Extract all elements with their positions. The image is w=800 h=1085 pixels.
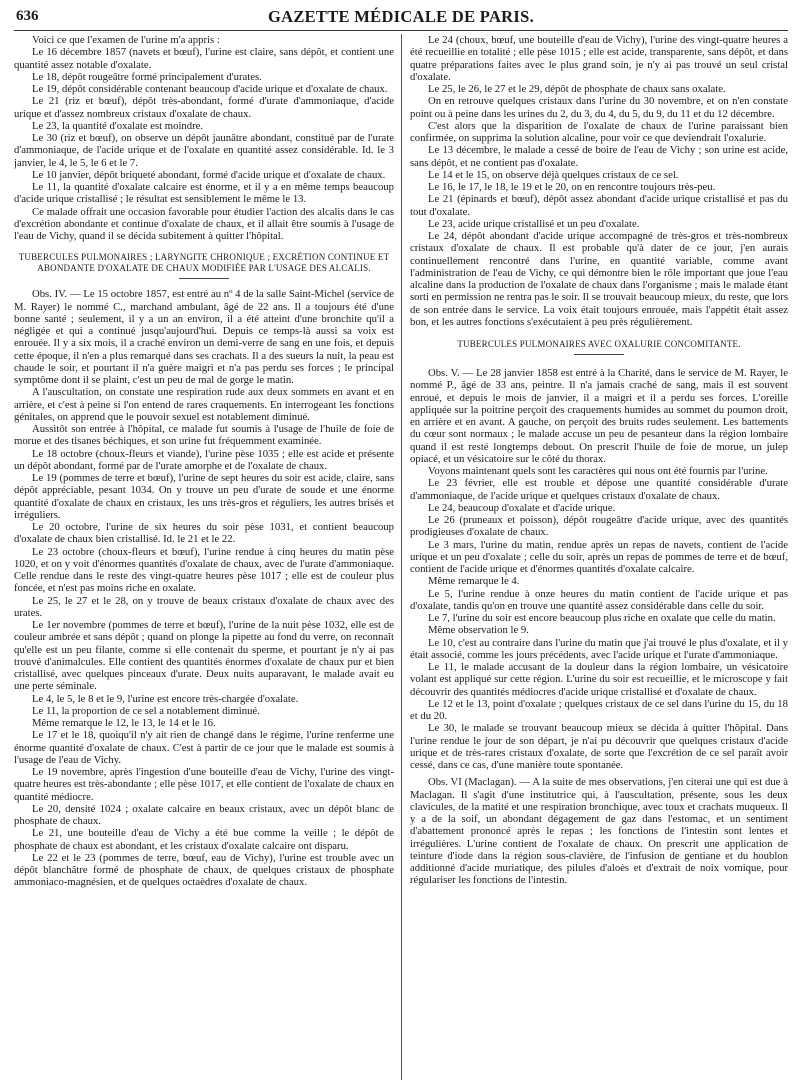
- paragraph: On en retrouve quelques cristaux dans l'urine du 30 novembre, et on n'en constate point ou à peine dans les urines du 2, du 3, du 4, du 5, du 9, du 11 et du 12 décembre.: [410, 95, 788, 120]
- heading-rule: [179, 278, 229, 279]
- paragraph: Même remarque le 4.: [428, 575, 520, 588]
- heading-rule: [574, 354, 624, 355]
- paragraph: Le 24, dépôt abondant d'acide urique accompagné de très-gros et très-nombreux cristaux d'oxalate de chaux. Il est probable qu'à dater de ce jour, j'en aurais continuellement rencontré dans l'urine, en quantité variable, comme avant l'administration de l'eau de Vichy, ce qui démontre bien le rôle important que joue l'eau alcaline dans la production de l'oxalate de chaux dans l'organisme ; mais le malade étant sorti en permission ne rentra pas le soir. Il se trouvait beaucoup mieux, du reste, que lors de son entrée dans le service. La voix était toujours enrouée, mais l'appétit était assez bon, et les autres fonctions s'exécutaient à peu près régulièrement.: [410, 230, 788, 328]
- paragraph: Obs. V. — Le 28 janvier 1858 est entré à la Charité, dans le service de M. Rayer, le nommé P., âgé de 33 ans, peintre. Il n'a jamais craché de sang, mais il est souvent enroué, et depuis le mois de janvier, il a maigri et il a perdu ses forces. L'oreille appliquée sur la poitrine perçoit des craquements humides au sommet du poumon droit, en arrière et en avant. A gauche, on perçoit des bruits rudes seulement. Les battements du cœur sont normaux ; le malade accuse un peu de pesanteur dans la région lombaire quand il est resté longtemps debout. On prescrit l'huile de foie de morue, un julep opiacé, et un vésicatoire sur le côté du thorax.: [410, 367, 788, 465]
- page-header: [14, 6, 788, 31]
- paragraph: Le 19 novembre, après l'ingestion d'une bouteille d'eau de Vichy, l'urine des vingt-quatre heures est très-abondante ; elle pèse 1017, et elle contient de l'oxalate de chaux en quantité médiocre.: [14, 766, 394, 803]
- right-column: [401, 34, 788, 1080]
- section-heading-text: TUBERCULES PULMONAIRES ; LARYNGITE CHRONIQUE ; EXCRÉTION CONTINUE ET ABONDANTE D'OXALATE DE CHAUX MODIFIÉE PAR L'USAGE DES ALCALIS.: [18, 252, 390, 274]
- paragraph: Le 12 et le 13, point d'oxalate ; quelques cristaux de ce sel dans l'urine du 15, du 18 et du 20.: [410, 697, 788, 722]
- paragraph: Le 19 (pommes de terre et bœuf), l'urine de sept heures du soir est acide, claire, sans dépôt appréciable, pesant 1034. On y trouve un peu d'urate de soude et une énorme quantité d'oxalate de chaux en cristaux, les uns très-gros et réguliers, les autres brisés et irréguliers.: [14, 472, 394, 521]
- paragraph: Le 1er novembre (pommes de terre et bœuf), l'urine de la nuit pèse 1032, elle est de couleur ambrée et sans dépôt ; quand on plonge la pipette au fond du verre, on reconnaît qu'elle est un peu filante, comme si elle contenait du sperme, et pourtant je n'y ai pas trouvé d'animalcules. Elle contient des quantités énormes d'oxalate de chaux pur et bien cristallisé, avec quelques pinceaux d'urate. Deux nuits auparavant, le malade avait eu une perte séminale.: [14, 619, 394, 693]
- paragraph: Le 11, le malade accusant de la douleur dans la région lombaire, un vésicatoire volant est appliqué sur cette région. L'urine du soir est recueillie, et le microscope y fait découvrir des quantités médiocres d'acide urique cristallisé et d'oxalate de chaux.: [410, 661, 788, 698]
- paragraph: Le 23, la quantité d'oxalate est moindre.: [32, 119, 204, 132]
- paragraph: Obs. VI (Maclagan). — A la suite de mes observations, j'en citerai une qui est due à Maclagan. Il s'agit d'une institutrice qui, à l'auscultation, présente, sous les deux clavicules, de la matité et une respiration bronchique, avec toux et crachats muqueux. Il y a de la soif, un abondant dégagement de gaz dans l'estomac, et un sentiment d'abattement prononcé après le repas ; les fonctions de l'intestin sont lentes et irrégulières. L'urine contient de l'oxalate de chaux. On prescrit une application de teinture d'iode dans la région sous-clavière, de l'infusion de gentiane et du houblon additionné d'acide muriatique, des pilules d'aloès et d'extrait de noix vomique, pour régulariser les fonctions de l'intestin.: [410, 776, 788, 887]
- paragraph: Le 16, le 17, le 18, le 19 et le 20, on en rencontre toujours très-peu.: [428, 181, 716, 193]
- paragraph: Le 10, c'est au contraire dans l'urine du matin que j'ai trouvé le plus d'oxalate, et il y était associé, comme les jours précédents, avec l'acide urique et l'urate d'ammoniaque.: [410, 636, 788, 661]
- paragraph: Le 23 octobre (choux-fleurs et bœuf), l'urine rendue à cinq heures du matin pèse 1020, et on y voit d'énormes quantités d'oxalate de chaux, avec de l'urate d'ammoniaque. Celle rendue dans le reste des vingt-quatre heures pèse 1017 ; elle est de couleur plus foncée, et n'est pas moins riche en oxalate.: [14, 545, 394, 595]
- paragraph: Le 13 décembre, le malade a cessé de boire de l'eau de Vichy ; son urine est acide, sans dépôt, et ne contient pas d'oxalate.: [410, 144, 788, 169]
- paragraph: Le 25, le 27 et le 28, on y trouve de beaux cristaux d'oxalate de chaux avec des urates.: [14, 594, 394, 619]
- paragraph: Le 14 et le 15, on observe déjà quelques cristaux de ce sel.: [428, 168, 679, 181]
- paragraph: Obs. IV. — Le 15 octobre 1857, est entré au nº 4 de la salle Saint-Michel (service de M. Rayer) le nommé C., marchand ambulant, âgé de 22 ans. Il a toujours été d'une bonne santé ; seulement, il y a un an environ, il a été atteint d'une bronchite qu'il a négligée et qui a continué jusqu'aujourd'hui. Depuis ce temps-là aussi sa voix est enrouée. Il y a six mois, il a craché environ un demi-verre de sang en une fois, et depuis cette époque, il n'en a plus remarqué dans ses crachats. Il a des sueurs la nuit, la peau est chaude le soir, et pourtant il n'a guère maigri et n'a pas perdu ses forces ; le principal symptôme dont il se plaint, c'est un peu de mal de gorge le matin.: [14, 288, 394, 386]
- paragraph: Le 7, l'urine du soir est encore beaucoup plus riche en oxalate que celle du matin.: [428, 612, 776, 624]
- paragraph: Le 26 (pruneaux et poisson), dépôt rougeâtre d'acide urique, avec des quantités prodigieuses d'oxalate de chaux.: [410, 514, 788, 539]
- paragraph: Le 21 (épinards et bœuf), dépôt assez abondant d'acide urique cristallisé et pas du tout d'oxalate.: [410, 193, 788, 218]
- paragraph: Voyons maintenant quels sont les caractères qui nous ont été fournis par l'urine.: [428, 465, 768, 477]
- paragraph: Le 30 (riz et bœuf), on observe un dépôt jaunâtre abondant, constitué par de l'urate d'ammoniaque, de l'acide urique et de l'oxalate en quantité assez considérable. Id. le 3 janvier, le 4, le 5, le 6 et le 7.: [14, 132, 394, 169]
- paragraph: Même observation le 9.: [428, 624, 529, 637]
- paragraph: Le 24 (choux, bœuf, une bouteille d'eau de Vichy), l'urine des vingt-quatre heures a été recueillie en totalité ; elle pèse 1015 ; elle est acide, transparente, sans dépôt, et dans quatre préparations faites avec le plus grand soin, je n'y ai pas trouvé un seul cristal d'oxalate.: [410, 34, 788, 83]
- section-heading: [410, 339, 788, 355]
- text-columns: [14, 34, 788, 1080]
- section-heading: [14, 252, 394, 279]
- paragraph: Aussitôt son entrée à l'hôpital, ce malade fut soumis à l'usage de l'huile de foie de morue et des tisanes béchiques, et son urine fut fréquemment examinée.: [14, 423, 394, 448]
- paragraph: Le 18, dépôt rougeâtre formé principalement d'urates.: [32, 70, 262, 83]
- paragraph: Le 23 février, elle est trouble et dépose une quantité considérable d'urate d'ammoniaque, de l'acide urique et quelques cristaux d'oxalate de chaux.: [410, 477, 788, 502]
- page-number: 636: [16, 8, 39, 24]
- paragraph: Le 10 janvier, dépôt briqueté abondant, formé d'acide urique et d'oxalate de chaux.: [32, 168, 386, 181]
- paragraph: Le 21, une bouteille d'eau de Vichy a été bue comme la veille ; le dépôt de phosphate de chaux est abondant, et les cristaux d'oxalate calcaire ont disparu.: [14, 827, 394, 852]
- paragraph: Le 22 et le 23 (pommes de terre, bœuf, eau de Vichy), l'urine est trouble avec un dépôt blanchâtre formé de phosphate de chaux, de quelques cristaux de phosphate ammoniaco-magnésien, et de quelques octaèdres d'oxalate de chaux.: [14, 851, 394, 889]
- paragraph: Le 16 décembre 1857 (navets et bœuf), l'urine est claire, sans dépôt, et contient une quantité assez notable d'oxalate.: [14, 46, 394, 71]
- paragraph: Voici ce que l'examen de l'urine m'a appris :: [32, 34, 220, 46]
- section-heading-text: TUBERCULES PULMONAIRES AVEC OXALURIE CONCOMITANTE.: [457, 339, 741, 349]
- paragraph: Le 11, la quantité d'oxalate calcaire est énorme, et il y a en même temps beaucoup d'acide urique cristallisé ; le résultat est sensiblement le même le 13.: [14, 181, 394, 206]
- paragraph: Le 20, densité 1024 ; oxalate calcaire en beaux cristaux, avec un dépôt blanc de phosphate de chaux.: [14, 802, 394, 827]
- paragraph: Le 18 octobre (choux-fleurs et viande), l'urine pèse 1035 ; elle est acide et présente un dépôt abondant, formé par de l'urate amorphe et de l'oxalate de chaux.: [14, 447, 394, 472]
- paragraph: Le 23, acide urique cristallisé et un peu d'oxalate.: [428, 217, 640, 230]
- paragraph: Le 5, l'urine rendue à onze heures du matin contient de l'acide urique et pas d'oxalate, tandis qu'on en trouve une quantité assez considérable dans celle du soir.: [410, 587, 788, 612]
- paragraph: Le 17 et le 18, quoiqu'il n'y ait rien de changé dans le régime, l'urine renferme une énorme quantité d'oxalate de chaux. C'est à partir de ce jour que le malade est soumis à l'usage de l'eau de Vichy.: [14, 729, 394, 766]
- paragraph: Le 3 mars, l'urine du matin, rendue après un repas de navets, contient de l'acide urique et un peu d'oxalate ; celle du soir, après un repas de pommes de terre et de bœuf, contient de l'acide urique et d'énormes quantités d'oxalate calcaire.: [410, 538, 788, 575]
- left-column: [14, 34, 401, 1080]
- paragraph: Le 20 octobre, l'urine de six heures du soir pèse 1031, et contient beaucoup d'oxalate de chaux bien cristallisé. Id. le 21 et le 22.: [14, 521, 394, 546]
- paragraph: Le 21 (riz et bœuf), dépôt très-abondant, formé d'urate d'ammoniaque, d'acide urique et d'assez nombreux cristaux d'oxalate de chaux.: [14, 95, 394, 120]
- paragraph: C'est alors que la disparition de l'oxalate de chaux de l'urine paraissant bien confirmée, on supprima la solution alcaline, pour voir ce que deviendrait l'oxalurie.: [410, 119, 788, 144]
- paragraph: Ce malade offrait une occasion favorable pour étudier l'action des alcalis dans le cas d'excrétion abondante et continue d'oxalate de chaux, et il allait être soumis à l'usage de l'eau de Vichy, quand il se décida subitement à quitter l'hôpital.: [14, 205, 394, 242]
- paragraph: Le 25, le 26, le 27 et le 29, dépôt de phosphate de chaux sans oxalate.: [428, 83, 726, 95]
- paragraph: Le 11, la proportion de ce sel a notablement diminué.: [32, 704, 260, 717]
- paragraph: A l'auscultation, on constate une respiration rude aux deux sommets en avant et en arrière, et c'est à peine si l'on entend de rares craquements. En interrogeant les fonctions génitales, on apprend que le pouvoir sexuel est notablement diminué.: [14, 386, 394, 423]
- paragraph: Le 4, le 5, le 8 et le 9, l'urine est encore très-chargée d'oxalate.: [32, 692, 299, 705]
- paragraph: Même remarque le 12, le 13, le 14 et le 16.: [32, 717, 216, 729]
- paragraph: Le 19, dépôt considérable contenant beaucoup d'acide urique et d'oxalate de chaux.: [32, 83, 388, 95]
- journal-title: GAZETTE MÉDICALE DE PARIS.: [267, 7, 535, 26]
- paragraph: Le 24, beaucoup d'oxalate et d'acide urique.: [428, 501, 616, 514]
- paragraph: Le 30, le malade se trouvant beaucoup mieux se décida à quitter l'hôpital. Dans l'urine rendue le jour de son départ, je n'ai pu découvrir que quelques cristaux d'acide urique et de très-rares cristaux d'oxalate, de sorte que l'excrétion de ce sel paraît avoir cessé, dans ce cas, d'une manière toute spontanée.: [410, 722, 788, 771]
